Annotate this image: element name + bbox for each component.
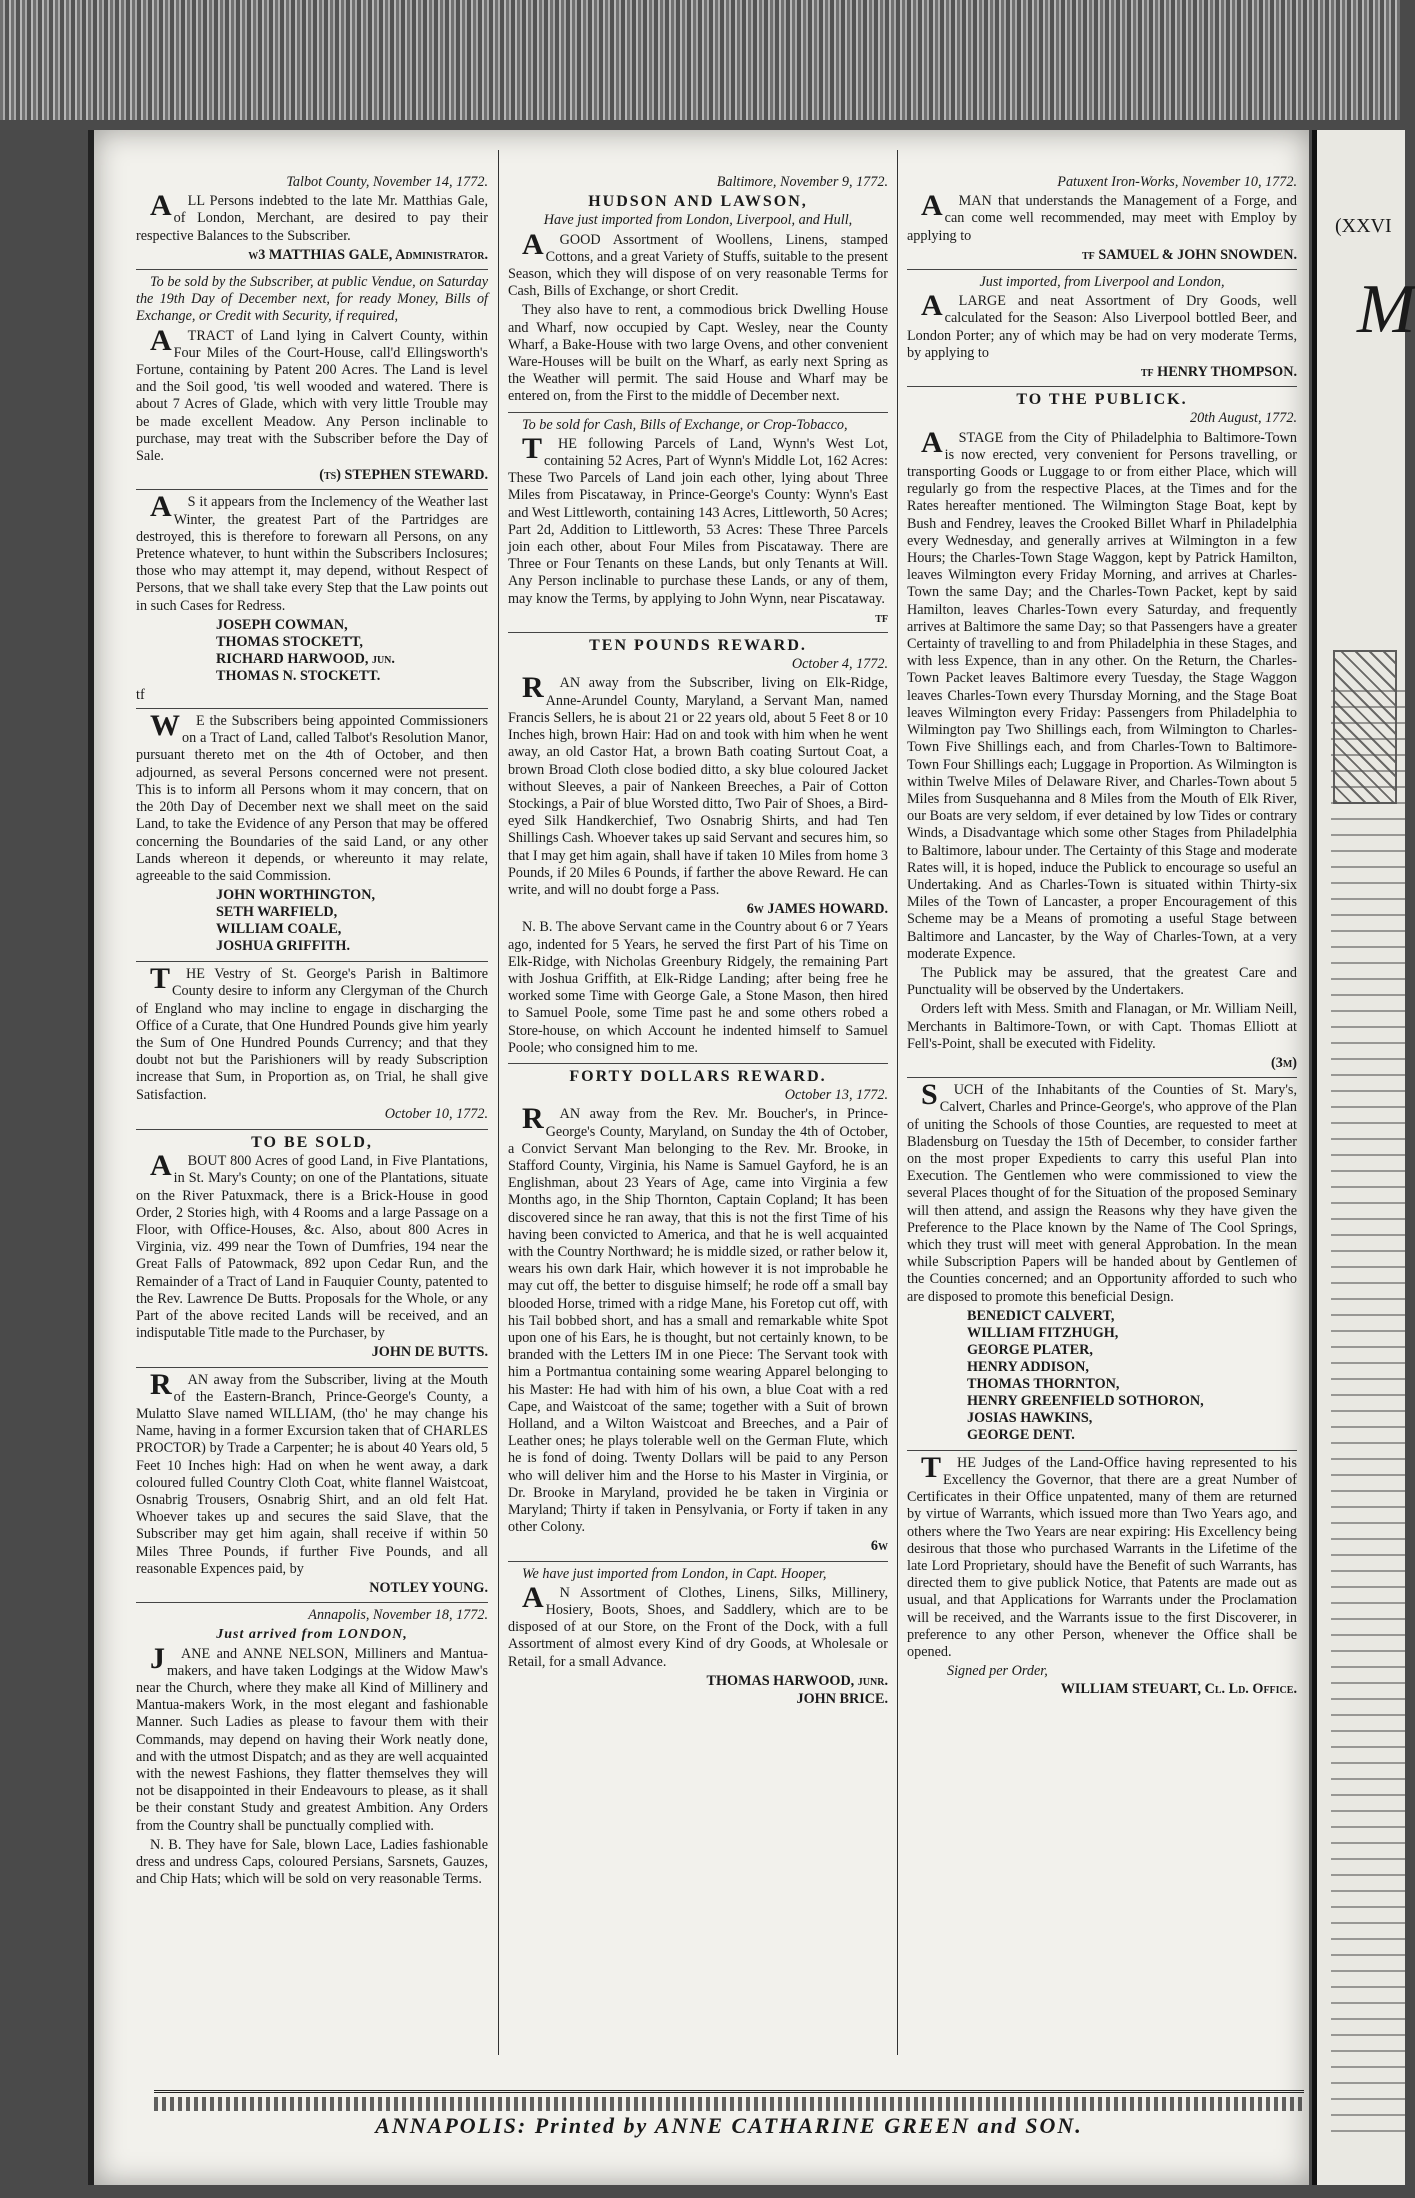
signatories: [136, 617, 488, 685]
ad-headline: FORTY DOLLARS REWARD.: [569, 1067, 827, 1085]
ad-henry-thompson: [907, 274, 1297, 387]
ad-body: AMAN that understands the Management of a Forge, and can come well recommended, may meet with Employ by applying to: [907, 189, 1297, 244]
ad-body: ASTAGE from the City of Philadelphia to Baltimore-Town is now erected, very convenient for Persons travelling, or transporting Goods or Luggage to or from either Place, which will regularly go from the respective Places, at the Times and for the Rates hereafter mentioned. The Wilmington Stage Boat, kept by Bush and Fendrey, leaves the Crooked Billet Wharf in Philadelphia every Wednesday, and generally arrives at Wilmington in a few Hours; the Charles-Town Stage Waggon, kept by Patrick Hamilton, leaves Wilmington every Friday Morning, and arrives at Charles-Town the same Day; and the Charles-Town Packet, kept by said Hamilton, leaves Charles-Town every Saturday, and frequently arrives at Baltimore the same Day; so that Passengers have a greater Certainty of travelling to and from Philadelphia in these Stages, and with less Expence, than in any other. On the Return, the Charles-Town Packet leaves Baltimore every Tuesday, the Stage Waggon leaves Charles-Town every Thursday Morning, and the Stage Boat leaves Wilmington every Friday: Passengers from Philadelphia to Wilmington pay Two Shillings each, from Wilmington to Charles-Town Five Shillings each, and from Charles-Town to Baltimore-Town Four Shillings each; Luggage in Proportion. As Wilmington is within Twelve Miles of Delaware River, and Charles-Town about 5 Miles from Susquehanna and 8 Miles from the Mouth of Elk River, our Boats are very seldom, if ever detained by low Tides or contrary Winds, a Disadvantage which some other Stages from Philadelphia to Baltimore, labour under. The Certainty of this Stage and moderate Rates will, it is hoped, induce the Publick to encourage so useful an Undertaking. And as Charles-Town is situated within Thirty-six Miles of the Town of Lancaster, a proper Encouragement of this Scheme may be a Means of promoting a useful Stage between Baltimore and Lancaster, by the Way of Charles-Town, at a very moderate Expence.: [907, 425, 1297, 962]
signature: w3 MATTHIAS GALE, Administrator.: [248, 246, 488, 263]
ad-body: AN Assortment of Clothes, Linens, Silks, Millinery, Hosiery, Boots, Shoes, and Saddlery, which are to be disposed of at our Store, on the Front of the Dock, with a full Assortment of almost every Kind of dry Goods, at Wholesale or Retail, for a small Advance.: [508, 1580, 888, 1670]
dateline: October 4, 1772.: [791, 656, 888, 673]
ad-body: AS it appears from the Inclemency of the Weather last Winter, the greatest Part of the Partridges are destroyed, this is therefore to forewarn all Persons, on any Pretence whatever, to hunt within the Subscribers Inclosures; those who may attempt it, may depend, without Respect of Persons, that we shall take every Step that the Law points out in such Cases for Redress.: [136, 490, 488, 614]
column-rule: [897, 150, 898, 2055]
signatory: WILLIAM COALE,: [216, 921, 342, 938]
column-3: [907, 174, 1297, 1708]
ad-body: AGOOD Assortment of Woollens, Linens, stamped Cottons, and a great Variety of Stuffs, suitable to the present Season, which they will dispose of on very reasonable Terms for Cash, Bills of Exchange, or short Credit.: [508, 227, 888, 300]
ad-intro: Have just imported from London, Liverpool, and Hull,: [543, 212, 853, 229]
ad-headline: HUDSON AND LAWSON,: [588, 193, 808, 211]
ad-body-3: Orders left with Mess. Smith and Flanagan, or Mr. William Neill, Merchants in Baltimore-Town, or with Capt. Thomas Elliott at Fell's-Point, shall be executed with Fidelity.: [907, 1001, 1297, 1052]
ad-body: THE Judges of the Land-Office having represented to his Excellency the Governor, that there are a great Number of Certificates in their Office unpatented, many of them are returned by virtue of Warrants, which issued more than Two Years ago, and others where the Two Years are near expiring: His Excellency being desirous that those who purchased Warrants in the Lifetime of the late Lord Proprietary, should have the Benefit of such Warrants, has directed them to give publick Notice, that Patents are made out as usual, and that Applications for Warrants under the Proclamation will be received, and the Warrants issue to the first Discoverer, in preference to any other Person, whenever the Office shall be opened.: [907, 1450, 1297, 1661]
signatories: [136, 887, 488, 955]
ad-commissioners: [136, 709, 488, 962]
ad-note: N. B. They have for Sale, blown Lace, Ladies fashionable dress and undress Caps, coloured Persians, Sarsnets, Gauzes, and Chip Hats; which will be sold on very reasonable Terms.: [136, 1836, 488, 1888]
newspaper-page: [88, 130, 1309, 2185]
ad-body: ALL Persons indebted to the late Mr. Matthias Gale, of London, Merchant, are desired to pay their respective Balances to the Subscriber.: [136, 189, 488, 244]
signature: tf SAMUEL & JOHN SNOWDEN.: [1082, 246, 1297, 263]
ad-harwood-brice: [508, 1566, 888, 1714]
ad-forty-dollars-reward: [508, 1068, 888, 1562]
ad-headline: TEN POUNDS REWARD.: [589, 637, 807, 655]
ad-body-2: The Publick may be assured, that the greatest Care and Punctuality will be observed by the Undertakers.: [907, 964, 1297, 999]
dateline: Annapolis, November 18, 1772.: [308, 1607, 488, 1624]
ad-intro: We have just imported from London, in Capt. Hooper,: [522, 1565, 827, 1582]
signatory: GEORGE DENT.: [967, 1426, 1075, 1443]
signatory: THOMAS STOCKETT,: [216, 633, 363, 650]
signed-line: Signed per Order,: [947, 1663, 1048, 1680]
ad-wynn-lands: [508, 417, 888, 633]
ad-ten-pounds-reward: [508, 637, 888, 1064]
page-footer: [154, 2090, 1304, 2138]
signatory: WILLIAM FITZHUGH,: [967, 1324, 1119, 1341]
ad-mark: (3m): [1271, 1054, 1297, 1071]
ad-body: ATRACT of Land lying in Calvert County, within Four Miles of the Court-House, call'd Ellingsworth's Fortune, containing by Patent 200 Acres. The Land is level and the Soil good, 'tis well wooded and watered. There is about 7 Acres of Glade, which with very little Trouble may be made excellent Meadow. Any Person inclinable to purchase, may treat with the Subscriber before the Day of Sale.: [136, 323, 488, 465]
ornamental-rule: [154, 2097, 1304, 2111]
dateline: 20th August, 1772.: [1190, 410, 1297, 427]
ad-mark: 6w: [870, 1538, 888, 1555]
signatory: JOSEPH COWMAN,: [216, 616, 348, 633]
ad-body-2: They also have to rent, a commodious brick Dwelling House and Wharf, now occupied by Capt. Wesley, near the County Wharf, a Bake-House with two large Ovens, and other convenient Ware-Houses will be built on the Wharf, as early next Spring as the Weather will permit. The said House and Wharf may be entered on, from the First to the middle of December next.: [508, 302, 888, 405]
dateline: Baltimore, November 9, 1772.: [716, 174, 888, 190]
scan-edge-top: [0, 0, 1400, 120]
signatory: HENRY GREENFIELD SOTHORON,: [967, 1392, 1204, 1409]
ad-land-sale-calvert: [136, 274, 488, 490]
ad-matthias-gale: [136, 174, 488, 270]
dateline: Talbot County, November 14, 1772.: [286, 174, 488, 190]
ad-vestry: [136, 962, 488, 1130]
ad-body: THE following Parcels of Land, Wynn's West Lot, containing 52 Acres, Part of Wynn's Middle Lot, 162 Acres: These Two Parcels of Land join each other, lying about Three Miles from Piscataway, in Prince-George's County: Wynn's East and West Littleworth, containing 143 Acres, Littleworth, 50 Acres; Part 2d, Addition to Littleworth, 53 Acres: These Three Parcels join each other, about Four Miles from Piscataway. There are Three or Four Tenants on these Lands, but only Tenants at Will. Any Person inclinable to purchase these Lands, or any of them, may know the Terms, by applying to John Wynn, near Piscataway.: [508, 431, 888, 607]
adjacent-page-edge: [1312, 130, 1415, 2185]
ad-body: WE the Subscribers being appointed Commissioners on a Tract of Land, called Talbot's Resolution Manor, pursuant thereto met on the 4th of October, and then adjourned, as several Persons concerned were not present. This is to inform all Persons whom it may concern, that on the 20th Day of December next we shall meet on the said Land, to take the Evidence of any Person that may be offered concerning the Boundaries of the said Land, or any other Lands whereon it depends, or whereunto it may relate, agreeable to the said Commission.: [136, 709, 488, 884]
dateline: October 10, 1772.: [384, 1105, 488, 1122]
signature: NOTLEY YOUNG.: [369, 1580, 488, 1597]
signatory: THOMAS N. STOCKETT.: [216, 667, 381, 684]
text-lines: [1331, 690, 1405, 2140]
signatory: JOHN WORTHINGTON,: [216, 887, 376, 904]
signatory: SETH WARFIELD,: [216, 904, 338, 921]
signatories: [907, 1308, 1297, 1444]
signature: 6w JAMES HOWARD.: [746, 901, 888, 918]
ad-hudson-lawson: [508, 174, 888, 413]
ad-body: SUCH of the Inhabitants of the Counties of St. Mary's, Calvert, Charles and Prince-George's, who approve of the Plan of uniting the Schools of those Counties, are requested to meet at Bladensburg on Tuesday the 15th of December, to consider farther on the most proper Expedients to carry this useful Plan into Execution. The Gentlemen who were commissioned to view the several Places thought of for the Situation of the proposed Seminary will then attend, and assign the Reasons why they have given the Preference to the Place known by the Name of The Cool Springs, which they trust will meet with general Approbation. In the mean while Subscription Papers will be handed about by Gentlemen of the Counties concerned; and an Opportunity afforded to such who are disposed to promote this beneficial Design.: [907, 1078, 1297, 1305]
signatory: JOSHUA GRIFFITH.: [216, 938, 351, 955]
dateline: October 13, 1772.: [784, 1087, 888, 1104]
ad-body: ALARGE and neat Assortment of Dry Goods, well calculated for the Season: Also Liverpool bottled Beer, and London Porter; any of which may be had on very moderate Terms, by applying to: [907, 289, 1297, 361]
issue-number: (XXVI: [1335, 215, 1392, 237]
ad-body: JANE and ANNE NELSON, Milliners and Mantua-makers, and have taken Lodgings at the Widow Maw's near the Church, where they make all Kind of Millinery and Mantua-makers Work, in the most elegant and fashionable Manner. Such Ladies as please to favour them with their Commands, may depend on having their Work neatly done, and with the utmost Dispatch; and as they are well acquainted with the newest Fashions, they flatter themselves they will not be disappointed in their Endeavours to please, as it shall be their constant Study and greatest Ambition. Any Orders from the Country shall be punctually complied with.: [136, 1641, 488, 1834]
dateline: Patuxent Iron-Works, November 10, 1772.: [1057, 174, 1297, 190]
ad-milliners: [136, 1607, 488, 1894]
signatory: JOSIAS HAWKINS,: [967, 1409, 1093, 1426]
column-2: [508, 174, 888, 1717]
column-1: [136, 174, 488, 1898]
signatory: THOMAS HARWOOD, junr.: [706, 1672, 888, 1689]
ad-to-be-sold: [136, 1134, 488, 1368]
signatory: BENEDICT CALVERT,: [967, 1307, 1115, 1324]
ad-intro: Just arrived from LONDON,: [216, 1627, 408, 1643]
signatory: JOHN BRICE.: [796, 1691, 888, 1708]
ad-schools: [907, 1078, 1297, 1451]
masthead-letter: M: [1357, 271, 1415, 348]
ad-intro: Just imported, from Liverpool and London,: [979, 274, 1225, 291]
ad-partridges: [136, 490, 488, 709]
ad-runaway-william: [136, 1367, 488, 1604]
ad-note: N. B. The above Servant came in the Country about 6 or 7 Years ago, indented for 5 Years, he served the first Part of his Time on Elk-Ridge, with Nicholas Greenbury Ridgely, the remaining Part with Joshua Griffith, at Elk-Ridge Landing; after being free he worked some Time with George Gale, a Stone Mason, then hired to Samuel Poole, some Time past he and some others robed a Store-house, on which Account he indented himself to Samuel Poole; who consigned him to me.: [508, 919, 888, 1056]
ad-intro: To be sold by the Subscriber, at public Vendue, on Saturday the 19th Day of December next, for ready Money, Bills of Exchange, or Credit with Security, if required,: [136, 274, 488, 325]
ad-patuxent-iron-works: [907, 174, 1297, 270]
ad-body: ABOUT 800 Acres of good Land, in Five Plantations, in St. Mary's County; on one of the Plantations, situate on the River Patuxmack, there is a Brick-House in good Order, 2 Stories high, with 4 Rooms and a large Passage on a Floor, with Office-Houses, &c. Also, about 800 Acres in Virginia, viz. 499 near the Town of Dumfries, 194 near the Great Falls of Patowmack, 892 upon Cedar Run, and the Remainder of a Tract of Land in Fauquier County, patented to the Rev. Lawrence De Butts. Proposals for the Whole, or any Part of the above recited Lands will be received, and an indisputable Title made to the Purchaser, by: [136, 1149, 488, 1342]
signatory: THOMAS THORNTON,: [967, 1375, 1120, 1392]
signature: (ts) STEPHEN STEWARD.: [319, 467, 488, 484]
ad-mark: tf: [875, 609, 888, 626]
column-rule: [498, 150, 499, 2055]
ad-mark: tf: [136, 686, 145, 703]
signatory: RICHARD HARWOOD, jun.: [216, 650, 395, 667]
ad-headline: TO BE SOLD,: [251, 1133, 373, 1151]
ad-headline: TO THE PUBLICK.: [1016, 391, 1188, 409]
ad-land-office: [907, 1450, 1297, 1704]
signature: JOHN DE BUTTS.: [371, 1344, 488, 1361]
ad-stage-publick: [907, 391, 1297, 1078]
ad-body: RAN away from the Subscriber, living on Elk-Ridge, Anne-Arundel County, Maryland, a Servant Man, named Francis Sellers, he is about 21 or 22 years old, about 5 Feet 8 or 10 Inches high, brown Hair: Had on and took with him when he went away, an old Castor Hat, a brown Bath coating Surtout Coat, a brown Broad Cloth close bodied ditto, a sky blue coloured Jacket without Sleeves, a pair of Nankeen Breeches, a Pair of Cotton Stockings, a Pair of blue Worsted ditto, Two Pair of Shoes, a Bird-eyed Silk Handkerchief, Two Osnabrig Shirts, and had Ten Shillings Cash. Whoever takes up said Servant and secures him, so that I may get him again, shall have if taken 10 Miles from home 3 Pounds, if 20 Miles 6 Pounds, if farther the above Reward. He can write, and will no doubt forge a Pass.: [508, 671, 888, 898]
ad-body: RAN away from the Rev. Mr. Boucher's, in Prince-George's County, Maryland, on Sunday the 4th of October, a Convict Servant Man belonging to the Rev. Mr. Brooke, in Stafford County, Virginia, his Name is Samuel Gayford, he is an Englishman, about 23 Years of Age, came into Virginia a few Months ago, in the Ship Thornton, Captain Copland; It has been discovered since he ran away, that this is not the first Time of his having been convicted to America, and that he is well acquainted with the Country Northward; he is middle sized, or rather below it, wears his own dark Hair, which however it is not improbable he may cut off, the better to disguise himself; he rode off a small bay blooded Horse, trimed with a ridge Mane, his Foretop cut off, with his Tail bobbed short, and has a small and remarkable white Spot upon one of his Ears, he is thought, but not certainly known, to be branded with the Letters IM in one Piece: The Servant took with him a Portmantua containing some wearing Apparel belonging to his Master: He had with him of his own, a blue Coat with a red Cape, and Waistcoat of the same; together with a Suit of brown Holland, and a Wilton Waistcoat and Breeches, and a Pair of Leather ones; he plays tolerable well on the German Flute, which he is fond of doing. Twenty Dollars will be paid to any Person who will deliver him and the Horse to his Master in Virginia, or Dr. Brooke in Maryland, provided he be taken in Virginia or Maryland; Thirty if taken in Pensylvania, or Forty if taken in any other Colony.: [508, 1102, 888, 1536]
ad-body: RAN away from the Subscriber, living at the Mouth of the Eastern-Branch, Prince-George's County, a Mulatto Slave named WILLIAM, (tho' he may change his Name, having in a former Excursion taken that of CHARLES PROCTOR) by Trade a Carpenter; he is about 40 Years old, 5 Feet 10 Inches high: Had on when he went away, a dark coloured fulled Country Cloth Coat, white flannel Waistcoat, Osnabrig Trousers, Osnabrig Shirt, and an old felt Hat. Whoever takes up and secures the said Slave, that the Subscriber may get him again, shall receive if within 50 Miles Three Pounds, if further Five Pounds, and all reasonable Expences paid, by: [136, 1367, 488, 1577]
printer-imprint: ANNAPOLIS: Printed by ANNE CATHARINE GREEN and SON.: [375, 2113, 1083, 2138]
signatory: HENRY ADDISON,: [967, 1358, 1089, 1375]
ad-intro: To be sold for Cash, Bills of Exchange, or Crop-Tobacco,: [522, 416, 848, 433]
signatory: GEORGE PLATER,: [967, 1341, 1093, 1358]
signature: tf HENRY THOMPSON.: [1140, 364, 1297, 381]
signature: WILLIAM STEUART, Cl. Ld. Office.: [1060, 1681, 1297, 1698]
ad-body: THE Vestry of St. George's Parish in Baltimore County desire to inform any Clergyman of the Church of England who may incline to engage in discharging the Office of a Curate, that One Hundred Pounds give him yearly the Sum of One Hundred Pounds Currency; and that they doubt not but the Parishioners will by ready Subscription increase that Sum, in Proportion as, on Trial, he shall give Satisfaction.: [136, 962, 488, 1103]
